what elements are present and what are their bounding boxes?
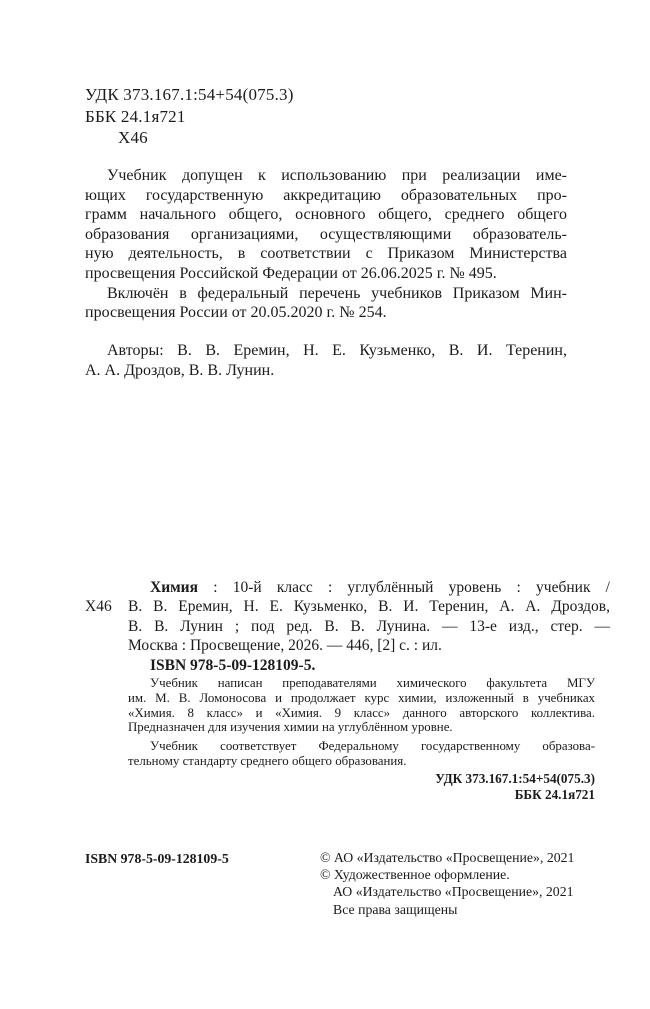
author-sign-code: Х46 bbox=[118, 128, 148, 147]
text-line: «Химия. 8 класс» и «Химия. 9 класс» данного авторского коллектива. bbox=[128, 705, 595, 720]
copyright-line: © Художественное оформление. bbox=[320, 867, 510, 883]
text-line: Учебник написан преподавателями химического факультета МГУ bbox=[150, 676, 595, 690]
text-line: Учебник допущен к использованию при реализации име- bbox=[107, 167, 567, 184]
text-line: образования организациями, осуществляющими образователь- bbox=[85, 225, 567, 243]
catalog-card bbox=[85, 578, 610, 675]
text-line: В. В. Еремин, Н. Е. Кузьменко, В. И. Теренин, А. А. Дроздов, bbox=[128, 598, 610, 616]
catalog-author-sign: Х46 bbox=[85, 598, 112, 616]
bbk-code: ББК 24.1я721 bbox=[85, 106, 186, 126]
classification-codes bbox=[85, 84, 294, 149]
annotation-paragraph bbox=[128, 676, 595, 735]
text-line: им. М. В. Ломоносова и продолжает курс химии, изложенный в учебниках bbox=[128, 690, 595, 705]
authors-paragraph bbox=[85, 341, 567, 380]
copyright-line: © АО «Издательство «Просвещение», 2021 bbox=[320, 850, 575, 865]
catalog-isbn: ISBN 978-5-09-128109-5. bbox=[150, 656, 316, 674]
text-line: Авторы: В. В. Еремин, Н. Е. Кузьменко, В. И. Теренин, bbox=[107, 342, 567, 359]
udk-code: УДК 373.167.1:54+54(075.3) bbox=[85, 85, 294, 104]
text-line: просвещения Российской Федерации от 26.06.2025 г. № 495. bbox=[85, 264, 497, 282]
text-line: тельному стандарту среднего общего образования. bbox=[128, 753, 407, 768]
copyright-block bbox=[320, 849, 574, 918]
footer-isbn: ISBN 978-5-09-128109-5 bbox=[85, 851, 229, 866]
bbk-code-right: ББК 24.1я721 bbox=[514, 787, 595, 803]
text-line: Включён в федеральный перечень учебников Приказом Мин- bbox=[107, 284, 567, 302]
text-line: А. А. Дроздов, В. В. Лунин. bbox=[85, 361, 275, 379]
catalog-title-bold: Химия bbox=[150, 579, 198, 596]
standard-paragraph bbox=[128, 739, 595, 769]
copyright-line: Все права защищены bbox=[333, 901, 458, 917]
text-line: ющих государственную аккредитацию образовательных про- bbox=[85, 186, 567, 204]
udk-code-right: УДК 373.167.1:54+54(075.3) bbox=[435, 771, 595, 786]
text-line: грамм начального общего, основного общего, среднего общего bbox=[85, 206, 567, 224]
standard-section bbox=[128, 739, 595, 769]
text-line: В. В. Лунин ; под ред. В. В. Лунина. — 13-е изд., стер. — bbox=[128, 617, 610, 635]
text-line: Предназначен для изучения химии на углублённом уровне. bbox=[128, 720, 453, 735]
approval-section bbox=[85, 166, 567, 323]
text-line: Москва : Просвещение, 2026. — 446, [2] с. : ил. bbox=[128, 637, 442, 655]
catalog-title-rest: : 10-й класс : углублённый уровень : учебник / bbox=[198, 579, 610, 596]
inclusion-paragraph bbox=[85, 284, 567, 323]
catalog-entry-lines bbox=[128, 597, 610, 655]
copyright-line: АО «Издательство «Просвещение», 2021 bbox=[333, 884, 574, 900]
text-line: ную деятельность, в соответствии с Приказом Министерства bbox=[85, 245, 567, 263]
classification-codes-right bbox=[128, 771, 595, 804]
text-line: просвещения России от 20.05.2020 г. № 254. bbox=[85, 304, 387, 322]
catalog-title-line bbox=[128, 578, 610, 597]
approval-paragraph bbox=[85, 166, 567, 284]
text-line: Учебник соответствует Федеральному государственному образова- bbox=[150, 739, 595, 753]
authors-section bbox=[85, 341, 567, 380]
annotation-section bbox=[128, 676, 595, 735]
